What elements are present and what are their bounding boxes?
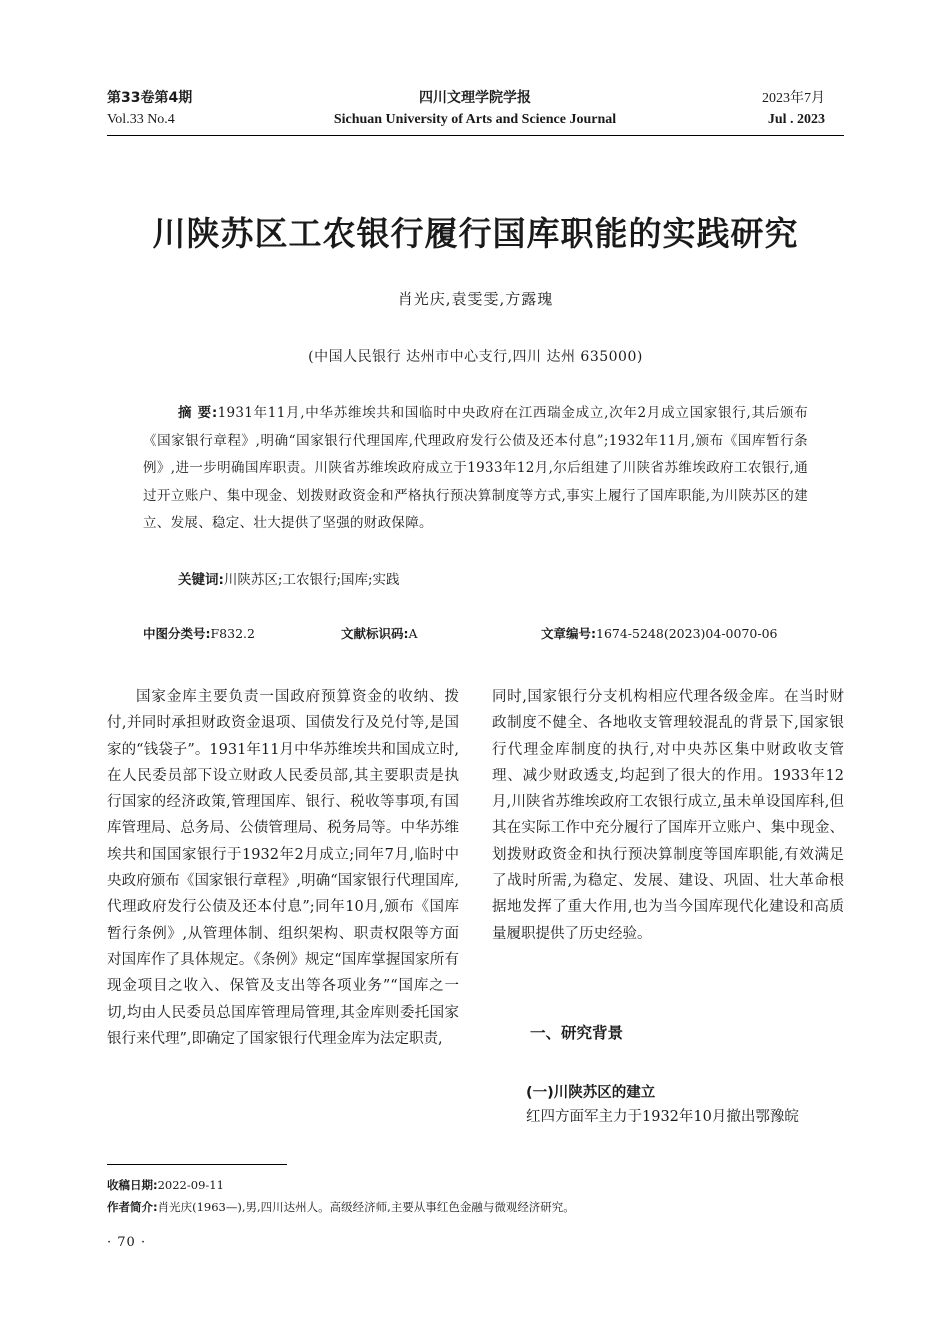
article-id-label: 文章编号: (541, 626, 596, 641)
article-title: 川陕苏区工农银行履行国库职能的实践研究 (152, 214, 799, 253)
date-en: Jul . 2023 (767, 112, 825, 127)
page-number: · 70 · (107, 1235, 147, 1250)
date-cn: 2023年7月 (762, 91, 825, 106)
abstract (143, 400, 808, 538)
document-code (341, 624, 418, 642)
journal-name (300, 88, 650, 130)
subsection-text: 红四方面军主力于1932年10月撤出鄂豫皖 (526, 1109, 799, 1125)
doc-code-label: 文献标识码: (341, 626, 409, 641)
subsection-heading: (一)川陕苏区的建立 (526, 1085, 656, 1101)
clc-label: 中图分类号: (143, 626, 211, 641)
volume-cn: 第33卷第4期 (107, 90, 193, 106)
author-bio-label: 作者简介: (107, 1200, 158, 1214)
article-authors: 肖光庆,袁雯雯,方露瑰 (397, 290, 554, 308)
clc-value: F832.2 (210, 626, 255, 641)
journal-name-en: Sichuan University of Arts and Science Journal (333, 112, 617, 127)
body-paragraph: 国家金库主要负责一国政府预算资金的收纳、拨付,并同时承担财政资金退项、国债发行及兑付等,是国家的“钱袋子”。1931年11月中华苏维埃共和国成立时,在人民委员部下设立财政人民委员部,其主要职责是执行国家的经济政策,管理国库、银行、税收等事项,有国库管理局、总务局、公债管理局、税务局等。中华苏维埃共和国国家银行于1932年2月成立;同年7月,临时中央政府颁布《国家银行章程》,明确“国家银行代理国库,代理政府发行公债及还本付息”;同年10月,颁布《国库暂行条例》,从管理体制、组织架构、职责权限等方面对国库作了具体规定。《条例》规定“国库掌握国家所有现金项目之收入、保管及支出等各项业务”“国库之一切,均由人民委员总国库管理局管理,其金库则委托国家银行来代理”,即确定了国家银行代理金库为法定职责, (107, 689, 459, 1047)
volume-en: Vol.33 No.4 (107, 112, 175, 127)
doc-code-value: A (408, 626, 418, 641)
header-divider (107, 135, 844, 136)
journal-issue-info (107, 88, 192, 130)
journal-date (762, 88, 825, 130)
journal-name-cn: 四川文理学院学报 (419, 90, 531, 106)
abstract-text: 1931年11月,中华苏维埃共和国临时中央政府在江西瑞金成立,次年2月成立国家银行,其后颁布《国家银行章程》,明确“国家银行代理国库,代理政府发行公债及还本付息”;1932年11月,颁布《国库暂行条例》,进一步明确国库职责。川陕省苏维埃政府成立于1933年12月,尔后组建了川陕省苏维埃政府工农银行,通过开立账户、集中现金、划拨财政资金和严格执行预决算制度等方式,事实上履行了国库职能,为川陕苏区的建立、发展、稳定、壮大提供了坚强的财政保障。 (143, 405, 808, 531)
author-bio (107, 1199, 575, 1215)
author-affiliation: (中国人民银行 达州市中心支行,四川 达州 635000) (308, 349, 643, 365)
keywords-label: 关键词: (178, 572, 224, 588)
body-column-right (492, 684, 844, 947)
section-heading: 一、研究背景 (530, 1024, 624, 1042)
article-id (541, 624, 777, 642)
abstract-label: 摘 要: (178, 405, 218, 421)
body-column-left (107, 684, 459, 1052)
article-id-value: 1674-5248(2023)04-0070-06 (596, 626, 778, 641)
keywords (143, 567, 808, 594)
keywords-text: 川陕苏区;工农银行;国库;实践 (223, 572, 400, 588)
footnote-divider (107, 1164, 287, 1165)
received-label: 收稿日期: (107, 1178, 158, 1192)
author-bio-value: 肖光庆(1963—),男,四川达州人。高级经济师,主要从事红色金融与微观经济研究。 (157, 1200, 575, 1214)
received-value: 2022-09-11 (157, 1178, 224, 1192)
clc-number (143, 624, 255, 642)
body-paragraph-continued: 同时,国家银行分支机构相应代理各级金库。在当时财政制度不健全、各地收支管理较混乱的背景下,国家银行代理金库制度的执行,对中央苏区集中财政收支管理、减少财政透支,均起到了很大的作用。1933年12月,川陕省苏维埃政府工农银行成立,虽未单设国库科,但其在实际工作中充分履行了国库开立账户、集中现金、划拨财政资金和执行预决算制度等国库职能,有效满足了战时所需,为稳定、发展、建设、巩固、壮大革命根据地发挥了重大作用,也为当今国库现代化建设和高质量履职提供了历史经验。 (492, 689, 844, 942)
received-date (107, 1177, 224, 1193)
